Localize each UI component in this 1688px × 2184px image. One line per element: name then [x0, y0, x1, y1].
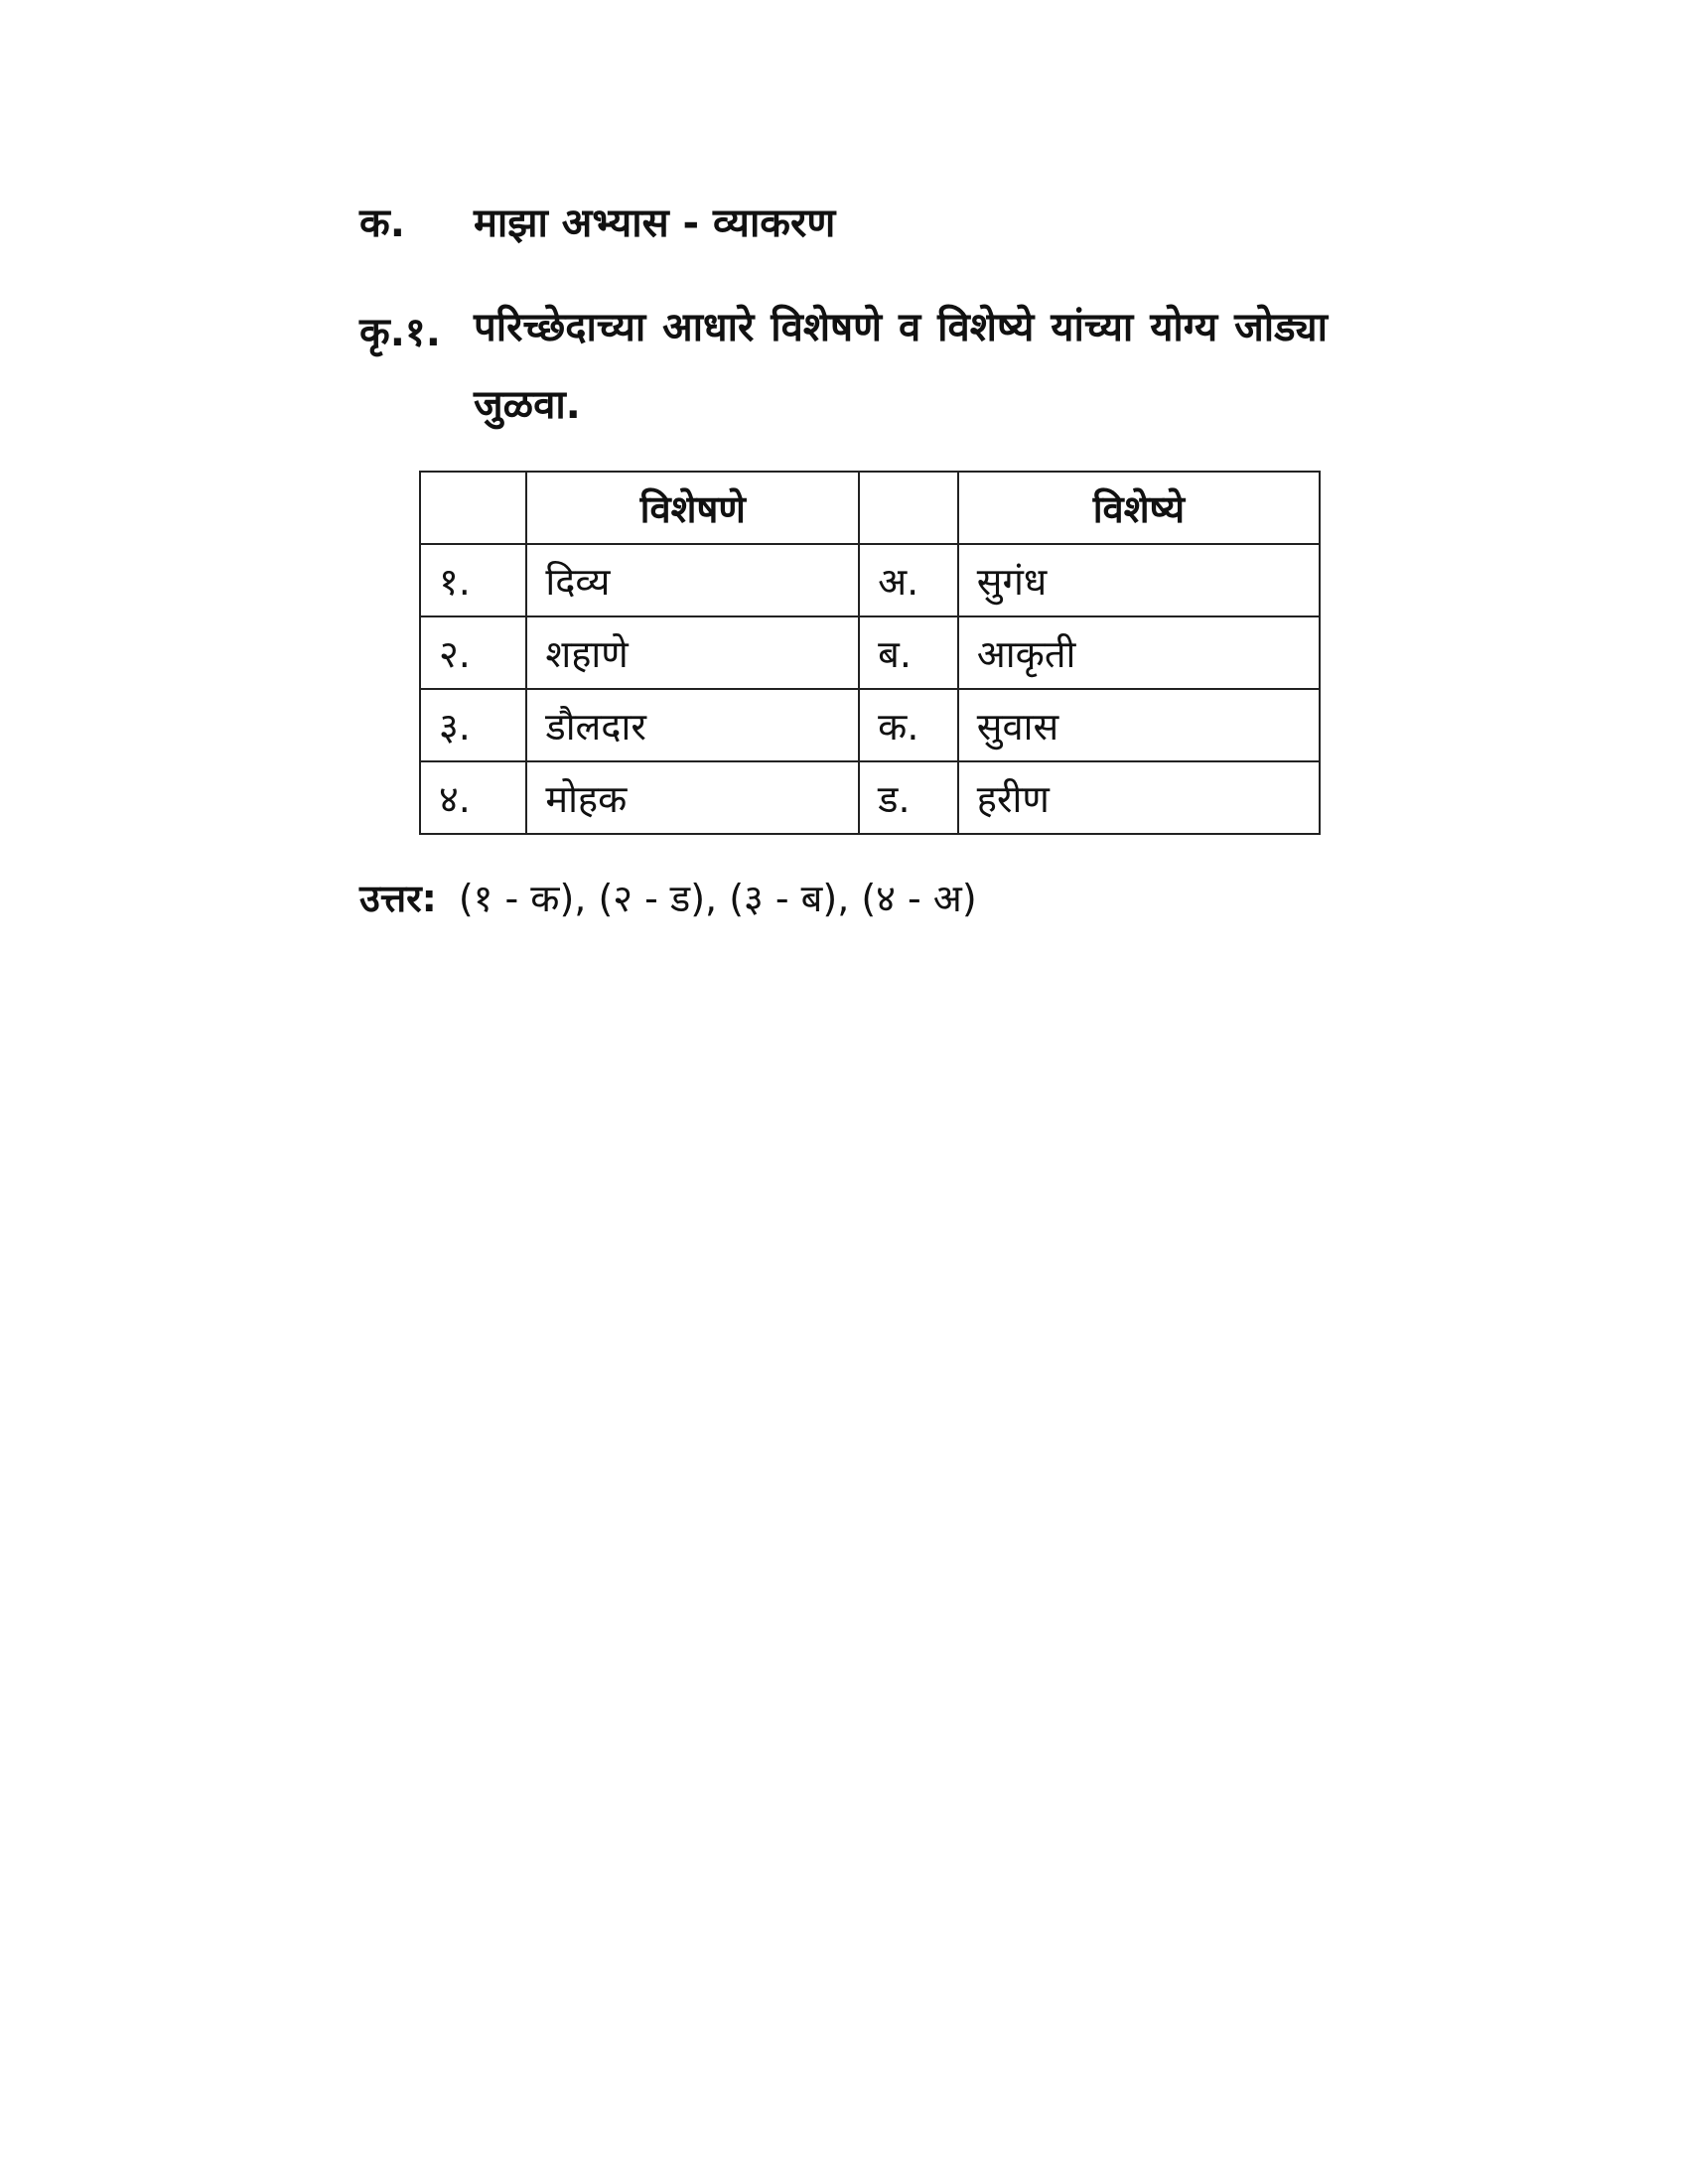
row-adjective: शहाणे — [526, 616, 859, 689]
row-letter: अ. — [859, 544, 958, 616]
header-number — [420, 472, 526, 544]
question-number: कृ.१. — [359, 310, 441, 355]
row-letter: ड. — [859, 761, 958, 834]
header-letter — [859, 472, 958, 544]
answer-label: उत्तर: — [359, 877, 437, 920]
row-adjective: दिव्य — [526, 544, 859, 616]
section-marker: क. — [359, 201, 405, 246]
table-row — [420, 761, 1320, 834]
row-adjective: मोहक — [526, 761, 859, 834]
matching-table — [419, 471, 1321, 835]
row-adjective: डौलदार — [526, 689, 859, 761]
row-letter: ब. — [859, 616, 958, 689]
row-noun: सुवास — [958, 689, 1320, 761]
row-number: १. — [420, 544, 526, 616]
row-noun: हरीण — [958, 761, 1320, 834]
header-adjectives: विशेषणे — [526, 472, 859, 544]
table-row — [420, 544, 1320, 616]
row-number: २. — [420, 616, 526, 689]
row-noun: आकृती — [958, 616, 1320, 689]
row-letter: क. — [859, 689, 958, 761]
answer-text: (१ - क), (२ - ड), (३ - ब), (४ - अ) — [458, 877, 977, 920]
table-row — [420, 689, 1320, 761]
row-noun: सुगंध — [958, 544, 1320, 616]
header-nouns: विशेष्ये — [958, 472, 1320, 544]
table-header-row — [420, 472, 1320, 544]
section-heading — [359, 194, 835, 248]
row-number: ४. — [420, 761, 526, 834]
answer-line — [359, 872, 977, 923]
table-row — [420, 616, 1320, 689]
row-number: ३. — [420, 689, 526, 761]
question-text: परिच्छेदाच्या आधारे विशेषणे व विशेष्ये यांच्या योग्य जोड्या जुळवा. — [474, 305, 1328, 428]
question-block — [359, 303, 1328, 444]
section-title: माझा अभ्यास - व्याकरण — [474, 201, 836, 246]
